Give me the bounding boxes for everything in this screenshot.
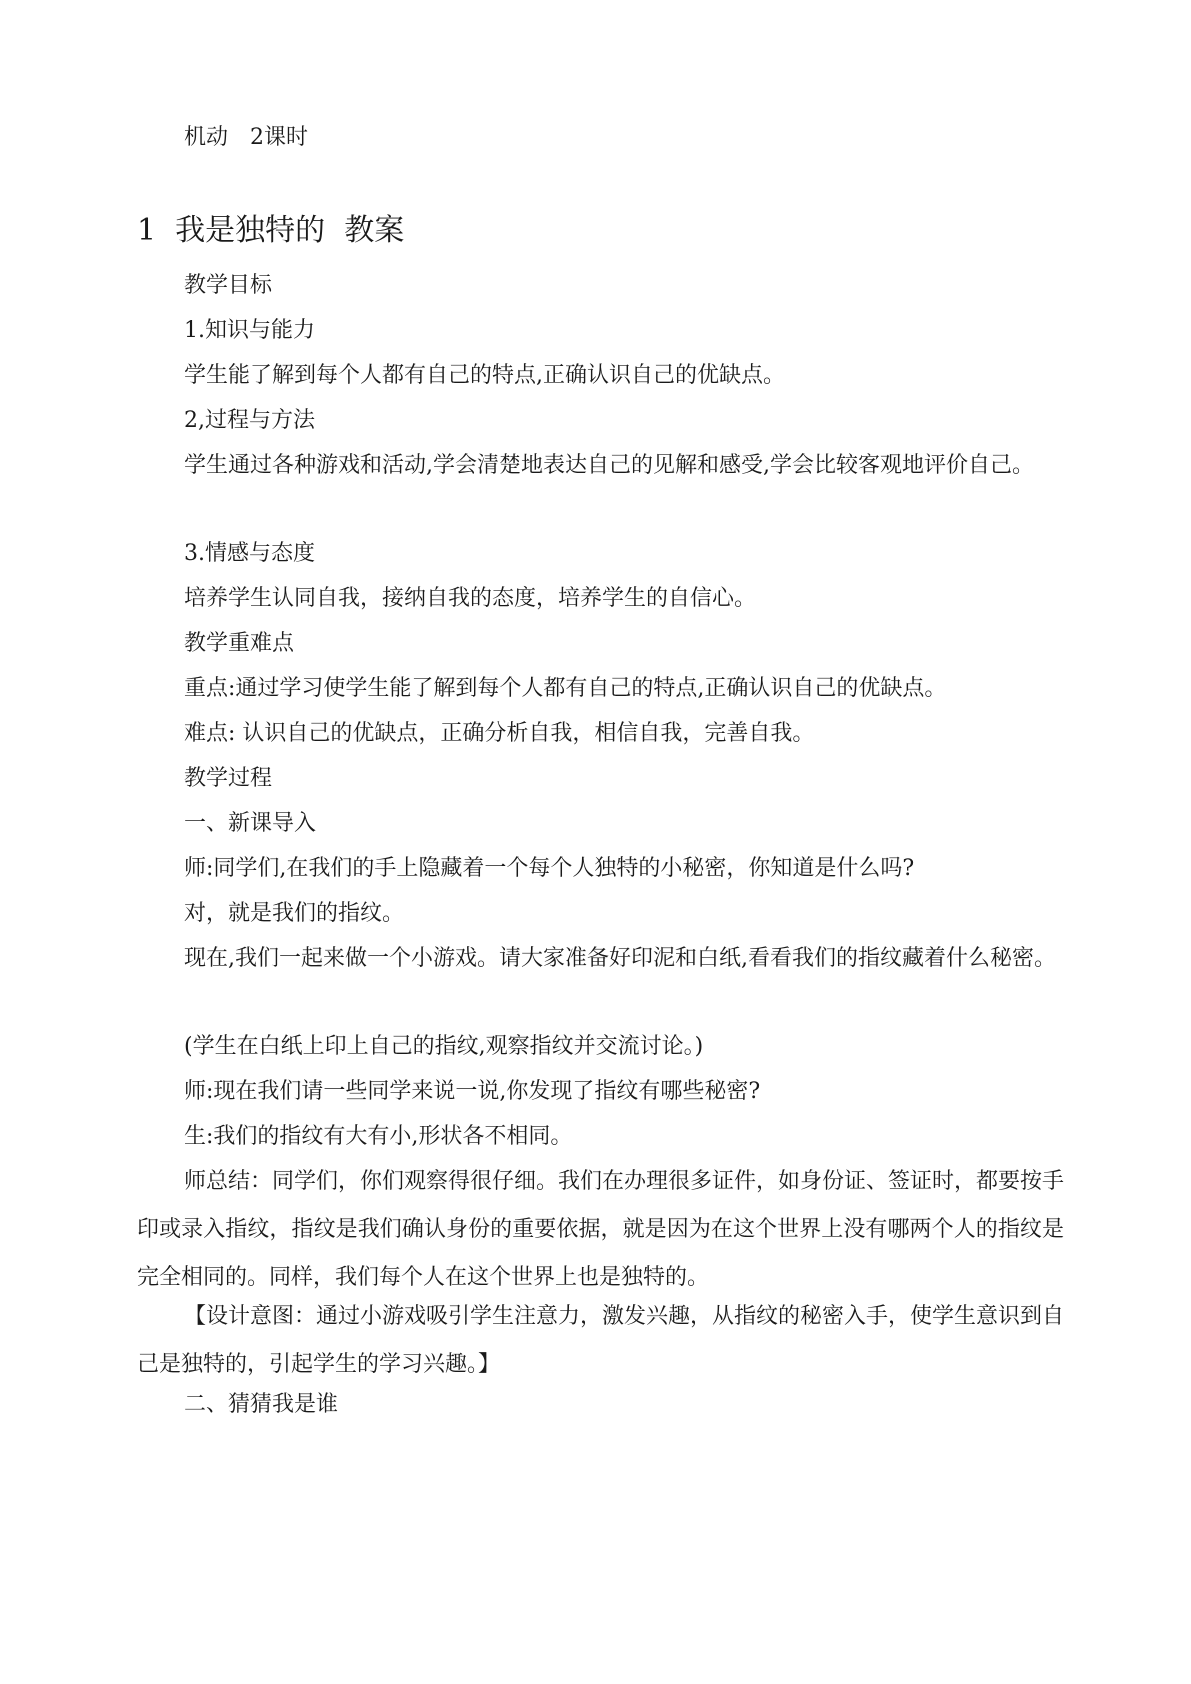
- paragraph: 生:我们的指纹有大有小,形状各不相同。: [184, 1124, 573, 1149]
- paragraph: 现在,我们一起来做一个小游戏。请大家准备好印泥和白纸,看看我们的指纹藏着什么秘密。: [184, 946, 1056, 971]
- document-title: 1 我是独特的 教案: [137, 213, 405, 248]
- subheading: 一、新课导入: [184, 811, 317, 836]
- paragraph: 学生通过各种游戏和活动,学会清楚地表达自己的见解和感受,学会比较客观地评价自己。: [184, 453, 1034, 478]
- paragraph: 学生能了解到每个人都有自己的特点,正确认识自己的优缺点。: [184, 363, 785, 388]
- section-heading: 教学过程: [184, 766, 273, 791]
- section-heading: 教学目标: [184, 273, 273, 298]
- subheading: 2,过程与方法: [184, 408, 315, 433]
- paragraph: 师:同学们,在我们的手上隐藏着一个每个人独特的小秘密，你知道是什么吗?: [184, 856, 915, 881]
- subheading: 二、猜猜我是谁: [184, 1392, 339, 1417]
- subheading: 1.知识与能力: [184, 318, 315, 343]
- paragraph: 对，就是我们的指纹。: [184, 901, 405, 926]
- subheading: 3.情感与态度: [184, 541, 315, 566]
- section-heading: 教学重难点: [184, 631, 295, 656]
- paragraph: 师:现在我们请一些同学来说一说,你发现了指纹有哪些秘密?: [184, 1079, 761, 1104]
- lesson-hours: 2课时: [250, 125, 309, 150]
- paragraph: 培养学生认同自我，接纳自我的态度，培养学生的自信心。: [184, 586, 757, 611]
- design-intent: 【设计意图：通过小游戏吸引学生注意力，激发兴趣，从指纹的秘密入手，使学生意识到自己是独特的，引起学生的学习兴趣。】: [137, 1304, 1065, 1377]
- paragraph: 难点: 认识自己的优缺点，正确分析自我，相信自我，完善自我。: [184, 721, 815, 746]
- paragraph: 师总结：同学们，你们观察得很仔细。我们在办理很多证件，如身份证、签证时，都要按手印或录入指纹，指纹是我们确认身份的重要依据，就是因为在这个世界上没有哪两个人的指纹是完全相同的。同样，我们每个人在这个世界上也是独特的。: [137, 1169, 1065, 1290]
- unit-label: 机动: [184, 125, 229, 150]
- lesson-meta: [184, 118, 308, 158]
- paragraph: 重点:通过学习使学生能了解到每个人都有自己的特点,正确认识自己的优缺点。: [184, 676, 947, 701]
- paragraph: (学生在白纸上印上自己的指纹,观察指纹并交流讨论。): [184, 1034, 704, 1059]
